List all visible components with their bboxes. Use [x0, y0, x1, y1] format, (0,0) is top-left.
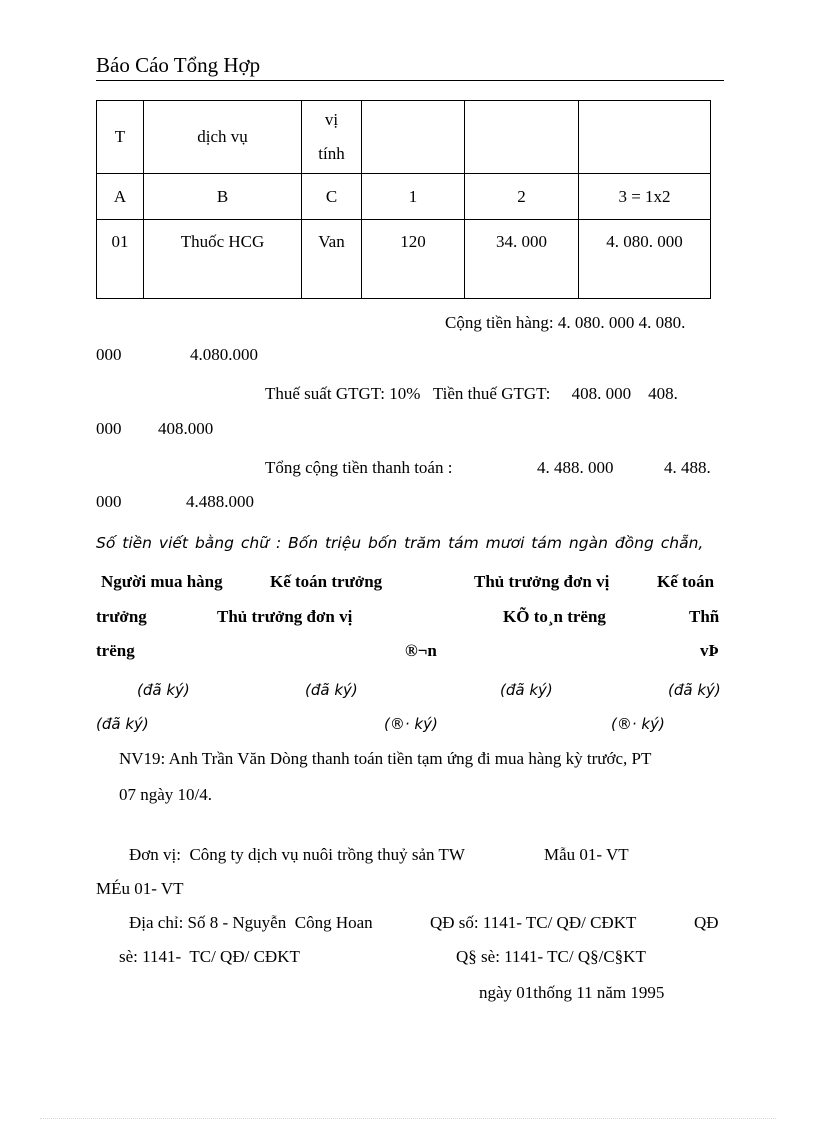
goods-total-cont: 000 — [96, 345, 122, 364]
table-cell: 2 — [465, 174, 579, 220]
signed-5: (đã ký) — [96, 715, 149, 733]
grand-total-v2: 4. 488. — [664, 458, 711, 477]
table-cell: 1 — [362, 174, 465, 220]
unit-name: Đơn vị: Công ty dịch vụ nuôi trồng thuỷ sản TW — [129, 845, 465, 864]
signed-6: (®· ký) — [384, 715, 438, 733]
sig-buyer: Người mua hàng — [101, 572, 223, 591]
table-cell: Van — [302, 220, 362, 299]
sig-row2-c: KÕ to¸n trëng — [503, 607, 606, 626]
table-cell — [465, 101, 579, 174]
goods-total-line: Cộng tiền hàng: 4. 080. 000 4. 080. — [445, 313, 686, 332]
signed-7: (®· ký) — [611, 715, 665, 733]
signed-2: (đã ký) — [305, 681, 358, 699]
sig-row3-c: vÞ — [700, 641, 719, 660]
nv19-line1: NV19: Anh Trần Văn Dòng thanh toán tiền tạm ứng đi mua hàng kỳ trước, PT — [119, 749, 652, 768]
vat-cont: 000 — [96, 419, 122, 438]
table-cell — [362, 101, 465, 174]
decision-number: QĐ số: 1141- TC/ QĐ/ CĐKT — [430, 913, 637, 932]
unit-address: Địa chỉ: Số 8 - Nguyễn Công Hoan — [129, 913, 373, 932]
sig-row2-b: Thủ trưởng đơn vị — [217, 607, 353, 626]
table-cell: 34. 000 — [465, 220, 579, 299]
table-cell: A — [97, 174, 144, 220]
table-header-row — [97, 101, 711, 174]
decision-cont: sè: 1141- TC/ QĐ/ CĐKT — [119, 947, 300, 966]
sig-row2-a: trưởng — [96, 607, 147, 626]
nv19-line2: 07 ngày 10/4. — [119, 785, 213, 804]
table-cell: 4. 080. 000 — [579, 220, 711, 299]
decision-tail: QĐ — [694, 913, 719, 932]
grand-total-label: Tổng cộng tiền thanh toán : — [265, 458, 453, 477]
sig-row3-b: ®¬n — [405, 641, 437, 660]
sig-row3-a: trëng — [96, 641, 135, 660]
table-cell: B — [144, 174, 302, 220]
vat-value: 408.000 — [158, 419, 214, 438]
table-cell: 3 = 1x2 — [579, 174, 711, 220]
table-cell — [302, 101, 362, 174]
unit-header: vị tính — [318, 110, 345, 163]
table-cell: C — [302, 174, 362, 220]
sig-row2-d: Thñ — [689, 607, 720, 626]
table-cell: T — [97, 101, 144, 174]
page-header: Báo Cáo Tổng Hợp — [96, 52, 724, 81]
table-cell: 01 — [97, 220, 144, 299]
decision-date: ngày 01thống 11 năm 1995 — [479, 983, 665, 1002]
signed-4: (đã ký) — [668, 681, 721, 699]
table-cell — [579, 101, 711, 174]
table-row — [97, 220, 711, 299]
goods-total-value: 4.080.000 — [190, 345, 258, 364]
sig-accountant: Kế toán — [657, 572, 715, 591]
amount-in-words: Số tiền viết bằng chữ : Bốn triệu bốn trăm tám mươi tám ngàn đồng chẵn, — [96, 534, 704, 552]
sig-chief-accountant: Kế toán trưởng — [270, 572, 383, 591]
form-number-legacy: MÉu 01- VT — [96, 879, 184, 898]
table-index-row — [97, 174, 711, 220]
invoice-table — [96, 100, 711, 299]
table-cell: dịch vụ — [144, 101, 302, 174]
table-cell: Thuốc HCG — [144, 220, 302, 299]
signed-3: (đã ký) — [500, 681, 553, 699]
grand-total-v1: 4. 488. 000 — [537, 458, 614, 477]
form-number: Mẫu 01- VT — [544, 845, 629, 864]
page-bottom-divider — [40, 1118, 776, 1119]
grand-total-value: 4.488.000 — [186, 492, 254, 511]
vat-line: Thuế suất GTGT: 10% Tiền thuế GTGT: 408. 000 408. — [265, 384, 678, 403]
signed-1: (đã ký) — [137, 681, 190, 699]
decision-legacy: Q§ sè: 1141- TC/ Q§/C§KT — [456, 947, 646, 966]
sig-head-of-unit: Thủ trưởng đơn vị — [474, 572, 610, 591]
table-cell: 120 — [362, 220, 465, 299]
grand-total-cont: 000 — [96, 492, 122, 511]
